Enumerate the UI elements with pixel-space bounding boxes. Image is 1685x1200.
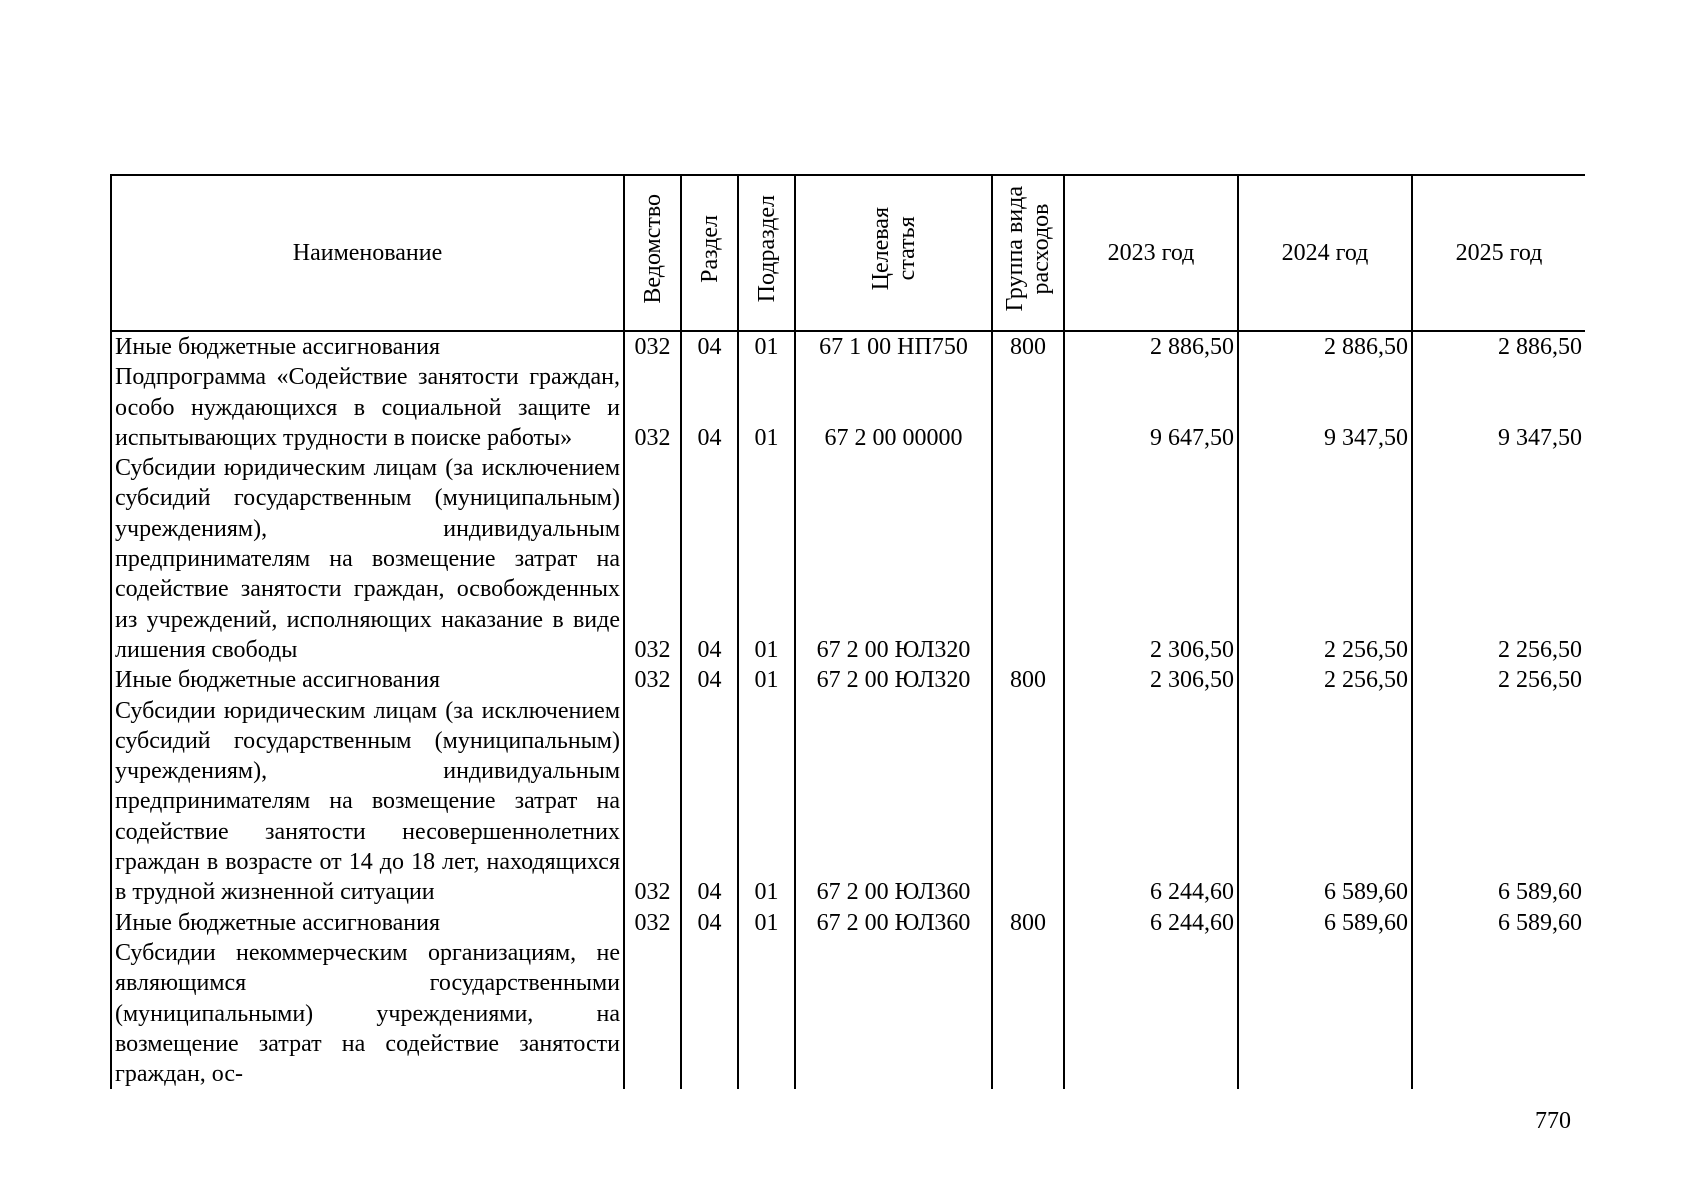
cell-gruppa xyxy=(992,696,1064,908)
cell-razdel xyxy=(681,938,738,1089)
header-name xyxy=(111,175,624,331)
header-celevaya-line2: статья xyxy=(893,216,920,281)
cell-2024: 2 256,50 xyxy=(1238,453,1412,665)
cell-podrazdel: 01 xyxy=(738,696,795,908)
cell-name: Иные бюджетные ассигнования xyxy=(111,908,624,938)
cell-2023 xyxy=(1064,938,1238,1089)
cell-celevaya: 67 2 00 ЮЛ320 xyxy=(795,665,992,695)
table-row xyxy=(111,696,1585,908)
cell-2025: 6 589,60 xyxy=(1412,908,1585,938)
cell-vedomstvo xyxy=(624,938,681,1089)
table-row xyxy=(111,908,1585,938)
cell-2025: 9 347,50 xyxy=(1412,362,1585,453)
cell-2024: 6 589,60 xyxy=(1238,696,1412,908)
cell-gruppa: 800 xyxy=(992,665,1064,695)
cell-name: Иные бюджетные ассигнования xyxy=(111,331,624,362)
cell-razdel: 04 xyxy=(681,331,738,362)
cell-2023: 2 886,50 xyxy=(1064,331,1238,362)
header-vedomstvo xyxy=(624,175,681,331)
header-celevaya-line1: Целевая xyxy=(867,207,894,291)
cell-gruppa xyxy=(992,362,1064,453)
cell-podrazdel xyxy=(738,938,795,1089)
cell-podrazdel: 01 xyxy=(738,665,795,695)
header-2023-text: 2023 год xyxy=(1107,239,1195,266)
cell-2024: 2 256,50 xyxy=(1238,665,1412,695)
header-2025-text: 2025 год xyxy=(1455,239,1543,266)
table-row xyxy=(111,362,1585,453)
cell-razdel: 04 xyxy=(681,362,738,453)
cell-vedomstvo: 032 xyxy=(624,665,681,695)
cell-2023: 6 244,60 xyxy=(1064,908,1238,938)
cell-2023: 6 244,60 xyxy=(1064,696,1238,908)
cell-gruppa: 800 xyxy=(992,908,1064,938)
cell-2025: 6 589,60 xyxy=(1412,696,1585,908)
cell-celevaya: 67 2 00 ЮЛ320 xyxy=(795,453,992,665)
budget-table-container xyxy=(110,174,1585,1096)
cell-name: Субсидии юридическим лицам (за исключением субсидий государственным (муниципальным) учреждениям), индивидуальным предпринимателям на возмещение затрат на содействие занятости несовершеннолетних граждан в возрасте от 14 до 18 лет, находящихся в трудной жизненной ситуации xyxy=(111,696,624,908)
cell-vedomstvo: 032 xyxy=(624,362,681,453)
table-row xyxy=(111,453,1585,665)
cell-celevaya: 67 2 00 ЮЛ360 xyxy=(795,696,992,908)
cell-2023: 2 306,50 xyxy=(1064,453,1238,665)
table-header xyxy=(111,175,1585,331)
cell-razdel: 04 xyxy=(681,696,738,908)
cell-2023: 9 647,50 xyxy=(1064,362,1238,453)
cell-2024: 6 589,60 xyxy=(1238,908,1412,938)
header-gruppa-text xyxy=(1002,186,1054,311)
cell-vedomstvo: 032 xyxy=(624,908,681,938)
cell-name: Иные бюджетные ассигнования xyxy=(111,665,624,695)
table-body xyxy=(111,331,1585,1089)
cell-razdel: 04 xyxy=(681,665,738,695)
header-row xyxy=(111,175,1585,331)
header-celevaya-text xyxy=(868,207,920,290)
header-2023 xyxy=(1064,175,1238,331)
cell-2025 xyxy=(1412,938,1585,1089)
cell-podrazdel: 01 xyxy=(738,453,795,665)
header-gruppa xyxy=(992,175,1064,331)
cell-celevaya: 67 2 00 ЮЛ360 xyxy=(795,908,992,938)
page-number: 770 xyxy=(1535,1108,1571,1134)
header-2024-text: 2024 год xyxy=(1281,239,1369,266)
cell-name: Субсидии юридическим лицам (за исключением субсидий государственным (муниципальным) учреждениям), индивидуальным предпринимателям на возмещение затрат на содействие занятости граждан, освобожденных из учреждений, исполняющих наказание в виде лишения свободы xyxy=(111,453,624,665)
cell-name: Субсидии некоммерческим организациям, не являющимся государственными (муниципальными) учреждениями, на возмещение затрат на содействие занятости граждан, ос- xyxy=(111,938,624,1089)
header-podrazdel xyxy=(738,175,795,331)
cell-2025: 2 886,50 xyxy=(1412,331,1585,362)
header-2025 xyxy=(1412,175,1585,331)
cell-2023: 2 306,50 xyxy=(1064,665,1238,695)
cell-podrazdel: 01 xyxy=(738,908,795,938)
cell-vedomstvo: 032 xyxy=(624,453,681,665)
header-razdel xyxy=(681,175,738,331)
header-podrazdel-text: Подраздел xyxy=(753,195,780,303)
header-name-text: Наименование xyxy=(292,239,443,266)
cell-2024: 2 886,50 xyxy=(1238,331,1412,362)
cell-vedomstvo: 032 xyxy=(624,331,681,362)
cell-name: Подпрограмма «Содействие занятости граждан, особо нуждающихся в социальной защите и испытывающих трудности в поиске работы» xyxy=(111,362,624,453)
header-celevaya xyxy=(795,175,992,331)
header-gruppa-line2: расходов xyxy=(1028,203,1054,295)
budget-table xyxy=(110,174,1585,1089)
header-gruppa-line1: Группа вида xyxy=(1002,186,1028,312)
cell-gruppa xyxy=(992,453,1064,665)
cell-2024: 9 347,50 xyxy=(1238,362,1412,453)
table-row xyxy=(111,938,1585,1089)
header-razdel-text: Раздел xyxy=(696,214,723,283)
cell-razdel: 04 xyxy=(681,908,738,938)
cell-2024 xyxy=(1238,938,1412,1089)
cell-celevaya: 67 1 00 НП750 xyxy=(795,331,992,362)
header-2024 xyxy=(1238,175,1412,331)
cell-2025: 2 256,50 xyxy=(1412,453,1585,665)
cell-gruppa: 800 xyxy=(992,331,1064,362)
cell-celevaya xyxy=(795,938,992,1089)
header-vedomstvo-text: Ведомство xyxy=(639,194,666,304)
cell-podrazdel: 01 xyxy=(738,331,795,362)
table-row xyxy=(111,331,1585,362)
table-row xyxy=(111,665,1585,695)
cell-celevaya: 67 2 00 00000 xyxy=(795,362,992,453)
cell-vedomstvo: 032 xyxy=(624,696,681,908)
cell-podrazdel: 01 xyxy=(738,362,795,453)
cell-razdel: 04 xyxy=(681,453,738,665)
cell-gruppa xyxy=(992,938,1064,1089)
cell-2025: 2 256,50 xyxy=(1412,665,1585,695)
